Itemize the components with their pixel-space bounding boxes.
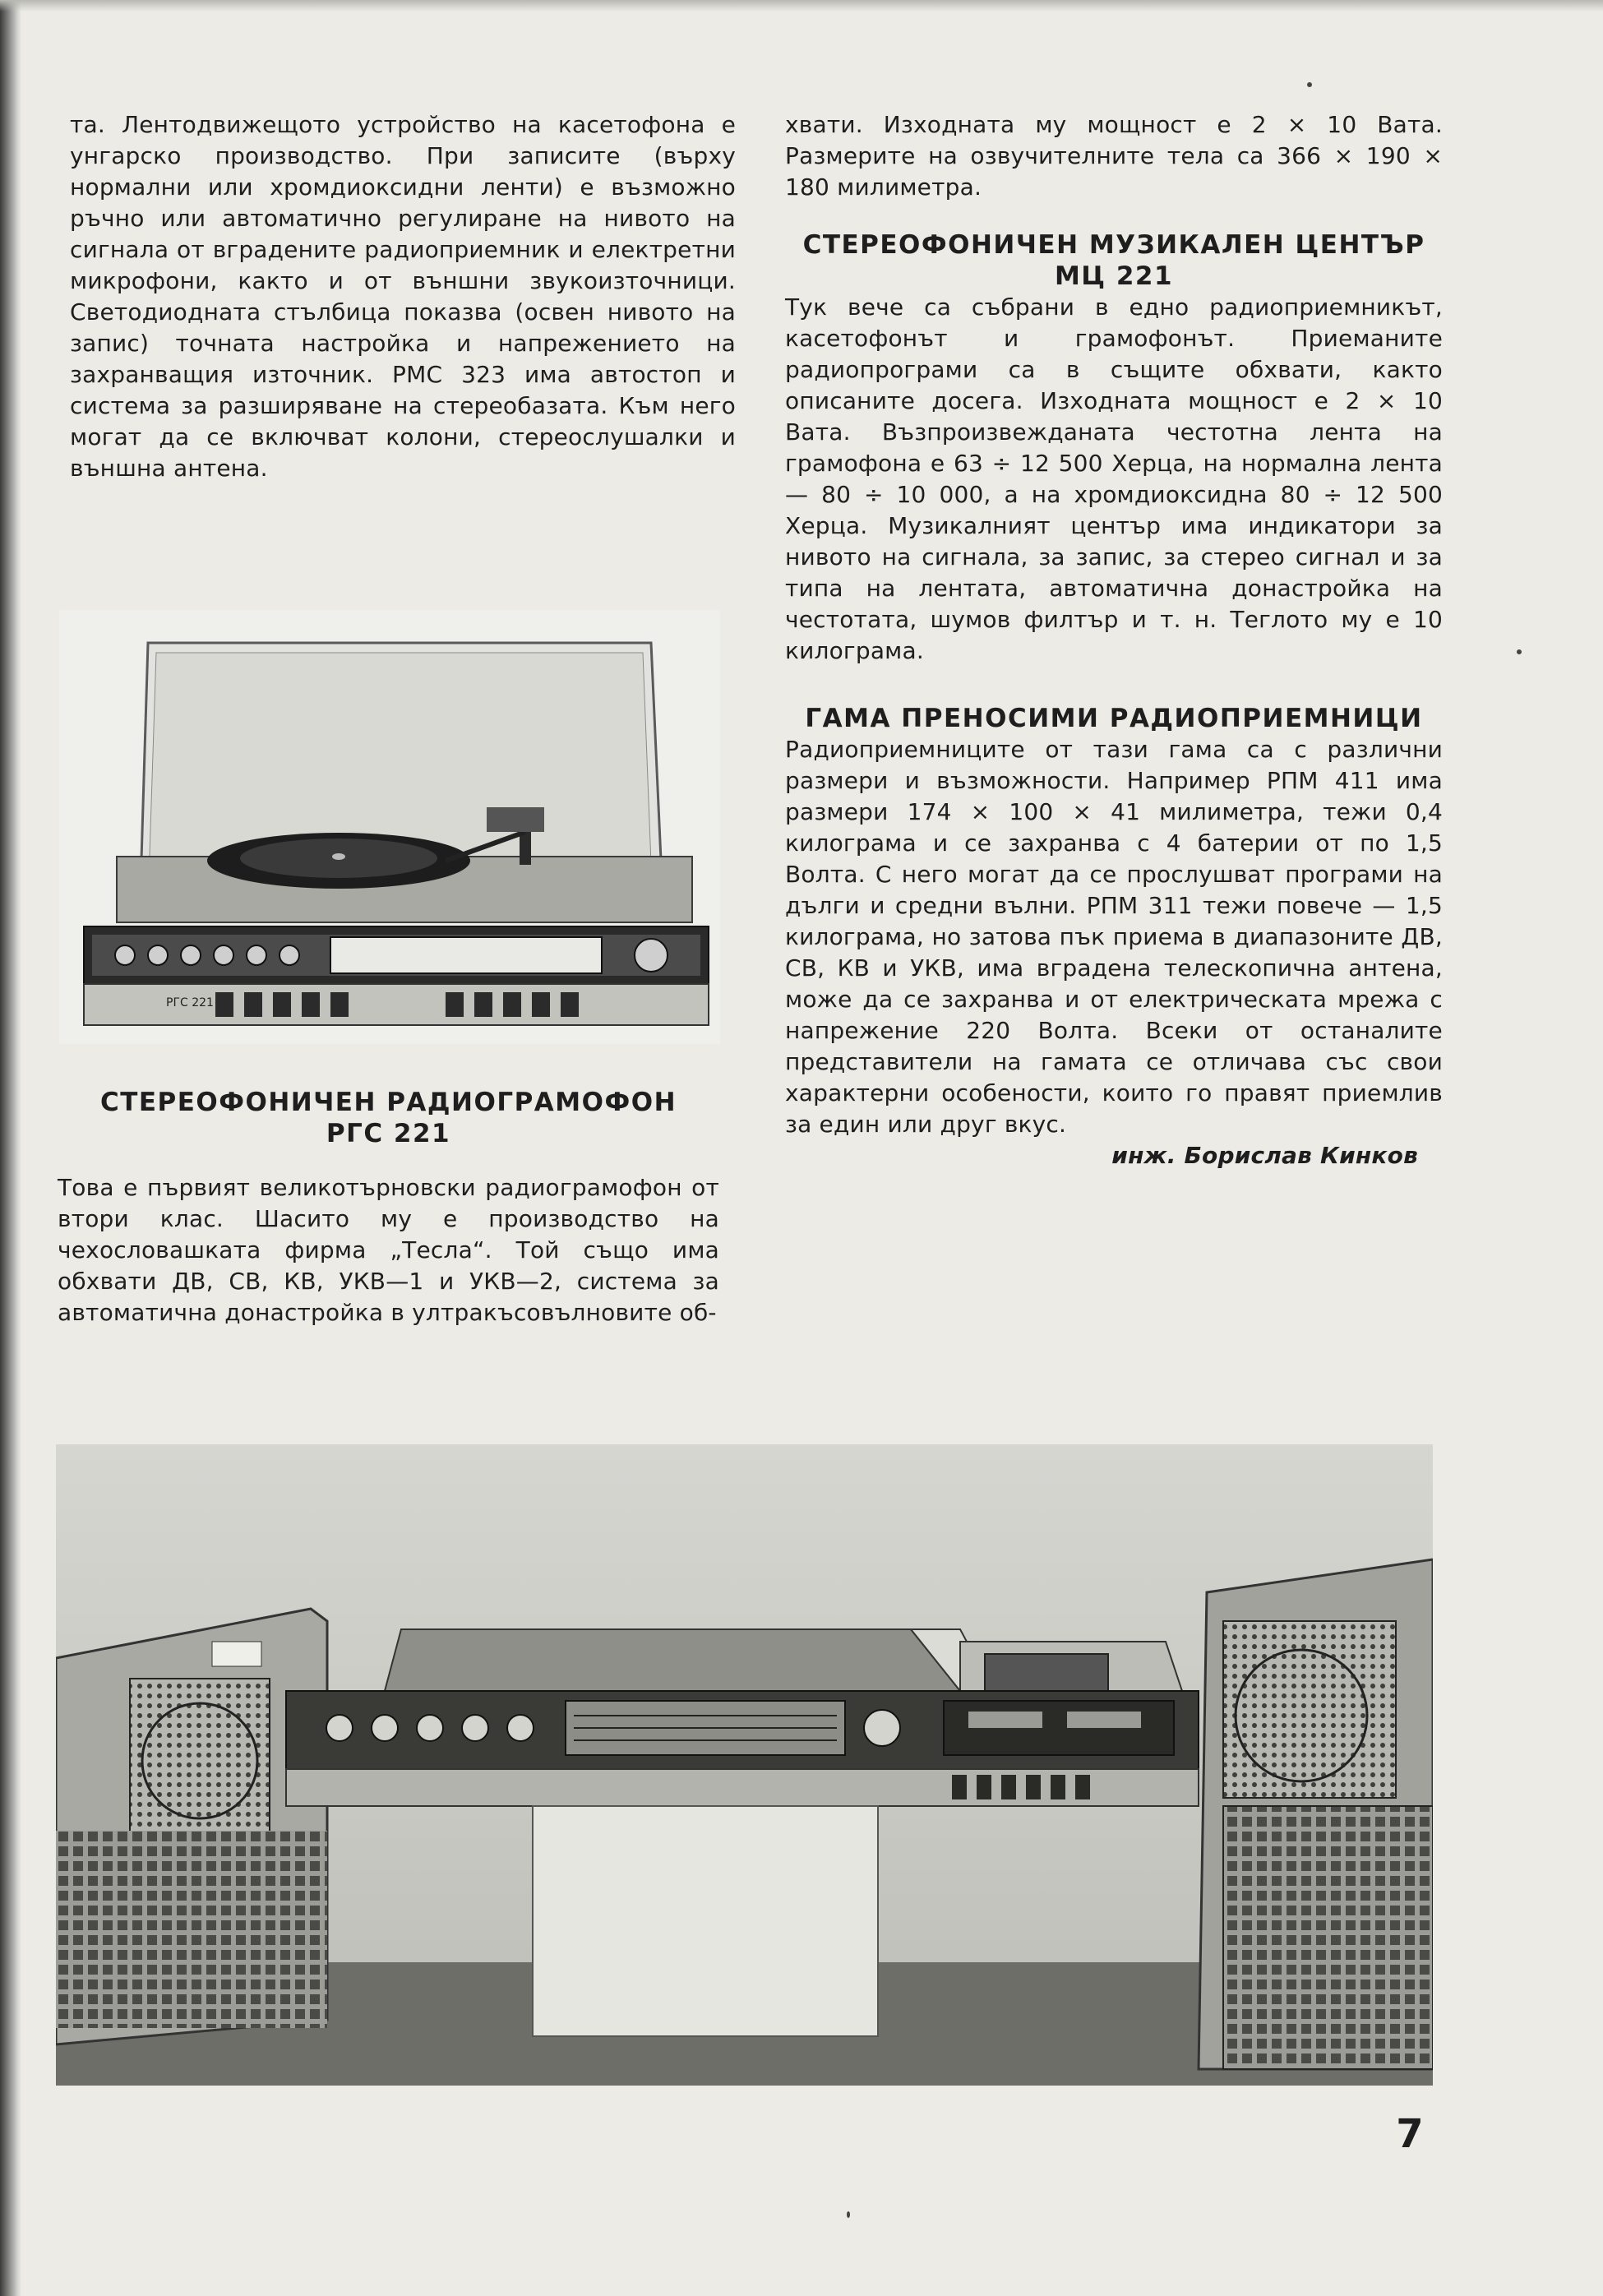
radiogram-model-label: РГС 221	[166, 996, 214, 1009]
radiogram-illustration	[59, 610, 720, 1044]
print-speck	[1517, 649, 1522, 654]
page-top-shadow	[0, 0, 1603, 12]
spacer	[785, 667, 1443, 703]
print-speck	[1307, 82, 1312, 87]
heading-line-1: СТЕРЕОФОНИЧЕН РАДИОГРАМОФОН	[99, 1088, 677, 1117]
heading-line-2: МЦ 221	[1054, 261, 1174, 291]
photo-radiogram-rgs-221	[59, 610, 720, 1044]
right-column	[785, 109, 1443, 1359]
page-edge-shadow	[0, 0, 21, 2296]
section-music-center-body: Тук вече са събрани в едно радиоприемникът, касетофонът и грамофонът. Приеманите радиопрограми са в същите обхвати, както описаните досега. Изходната мощност е 2 × 10 Вата. Възпроизвежданата честотна лента на грамофона е 63 ÷ 12 500 Херца, на нормална лента — 80 ÷ 10 000, а на хромдиоксидна 80 ÷ 12 500 Херца. Музикалният център има индикатори за нивото на сигнала, за запис, за стерео сигнал и за типа на лентата, автоматична донастройка на честотата, шумов филтър и т. н. Теглото му е 10 килограма.	[785, 293, 1443, 664]
print-speck	[847, 2211, 850, 2218]
music-center-illustration	[56, 1444, 1433, 2086]
section-radiogram-body: Това е първият великотърновски радиограмофон от втори клас. Шасито му е производство на чехословашката фирма „Тесла“. Той също има обхвати ДВ, СВ, КВ, УКВ—1 и УКВ—2, система за автоматична донастройка в ултракъсовълновите об-	[58, 1174, 719, 1326]
intro-paragraph: та. Лентодвижещото устройство на касетофона е унгарско производство. При записите (върху нормални или хромдиоксидни ленти) е възможно ръчно или автоматично регулиране на нивото на сигнала от вградените радиоприемник и електретни микрофони, както и от външни звукоизточници. Светодиодната стълбица показва (освен нивото на запис) точната настройка и напрежението на захранващия източник. РМС 323 има автостоп и система за разширяване на стереобазата. Към него могат да се включват колони, стереослушалки и външна антена.	[70, 111, 736, 482]
heading-line-2: РГС 221	[326, 1119, 451, 1148]
left-column-intro-text	[70, 109, 736, 570]
section-radiogram	[58, 1087, 719, 1351]
section-music-center-heading	[785, 229, 1443, 292]
page-number: 7	[1396, 2111, 1424, 2157]
heading-line-1: СТЕРЕОФОНИЧЕН МУЗИКАЛЕН ЦЕНТЪР	[802, 230, 1425, 260]
right-column-continuation: хвати. Изходната му мощност е 2 × 10 Вата. Размерите на озвучителните тела са 366 × 190 × 180 милиметра.	[785, 111, 1443, 201]
spacer	[785, 203, 1443, 229]
photo-music-center-mc-221	[56, 1444, 1433, 2086]
article-author: инж. Борислав Кинков	[1111, 1142, 1418, 1169]
section-radiogram-heading	[58, 1087, 719, 1149]
section-portable-radios-body: Радиоприемниците от тази гама са с различни размери и възможности. Например РПМ 411 има размери 174 × 100 × 41 милиметра, тежи 0,4 килограма и се захранва с 4 батерии от по 1,5 Волта. С него могат да се прослушват програми на дълги и средни вълни. РПМ 311 тежи повече — 1,5 килограма, но затова пък приема в диапазоните ДВ, СВ, КВ и УКВ, има вградена телескопична антена, може да се захранва и от електрическата мрежа с напрежение 220 Волта. Всеки от останалите представители на гамата се отличава със свои характерни особености, които го правят приемлив за един или друг вкус.	[785, 736, 1443, 1138]
section-portable-radios-heading: ГАМА ПРЕНОСИМИ РАДИОПРИЕМНИЦИ	[805, 704, 1423, 733]
